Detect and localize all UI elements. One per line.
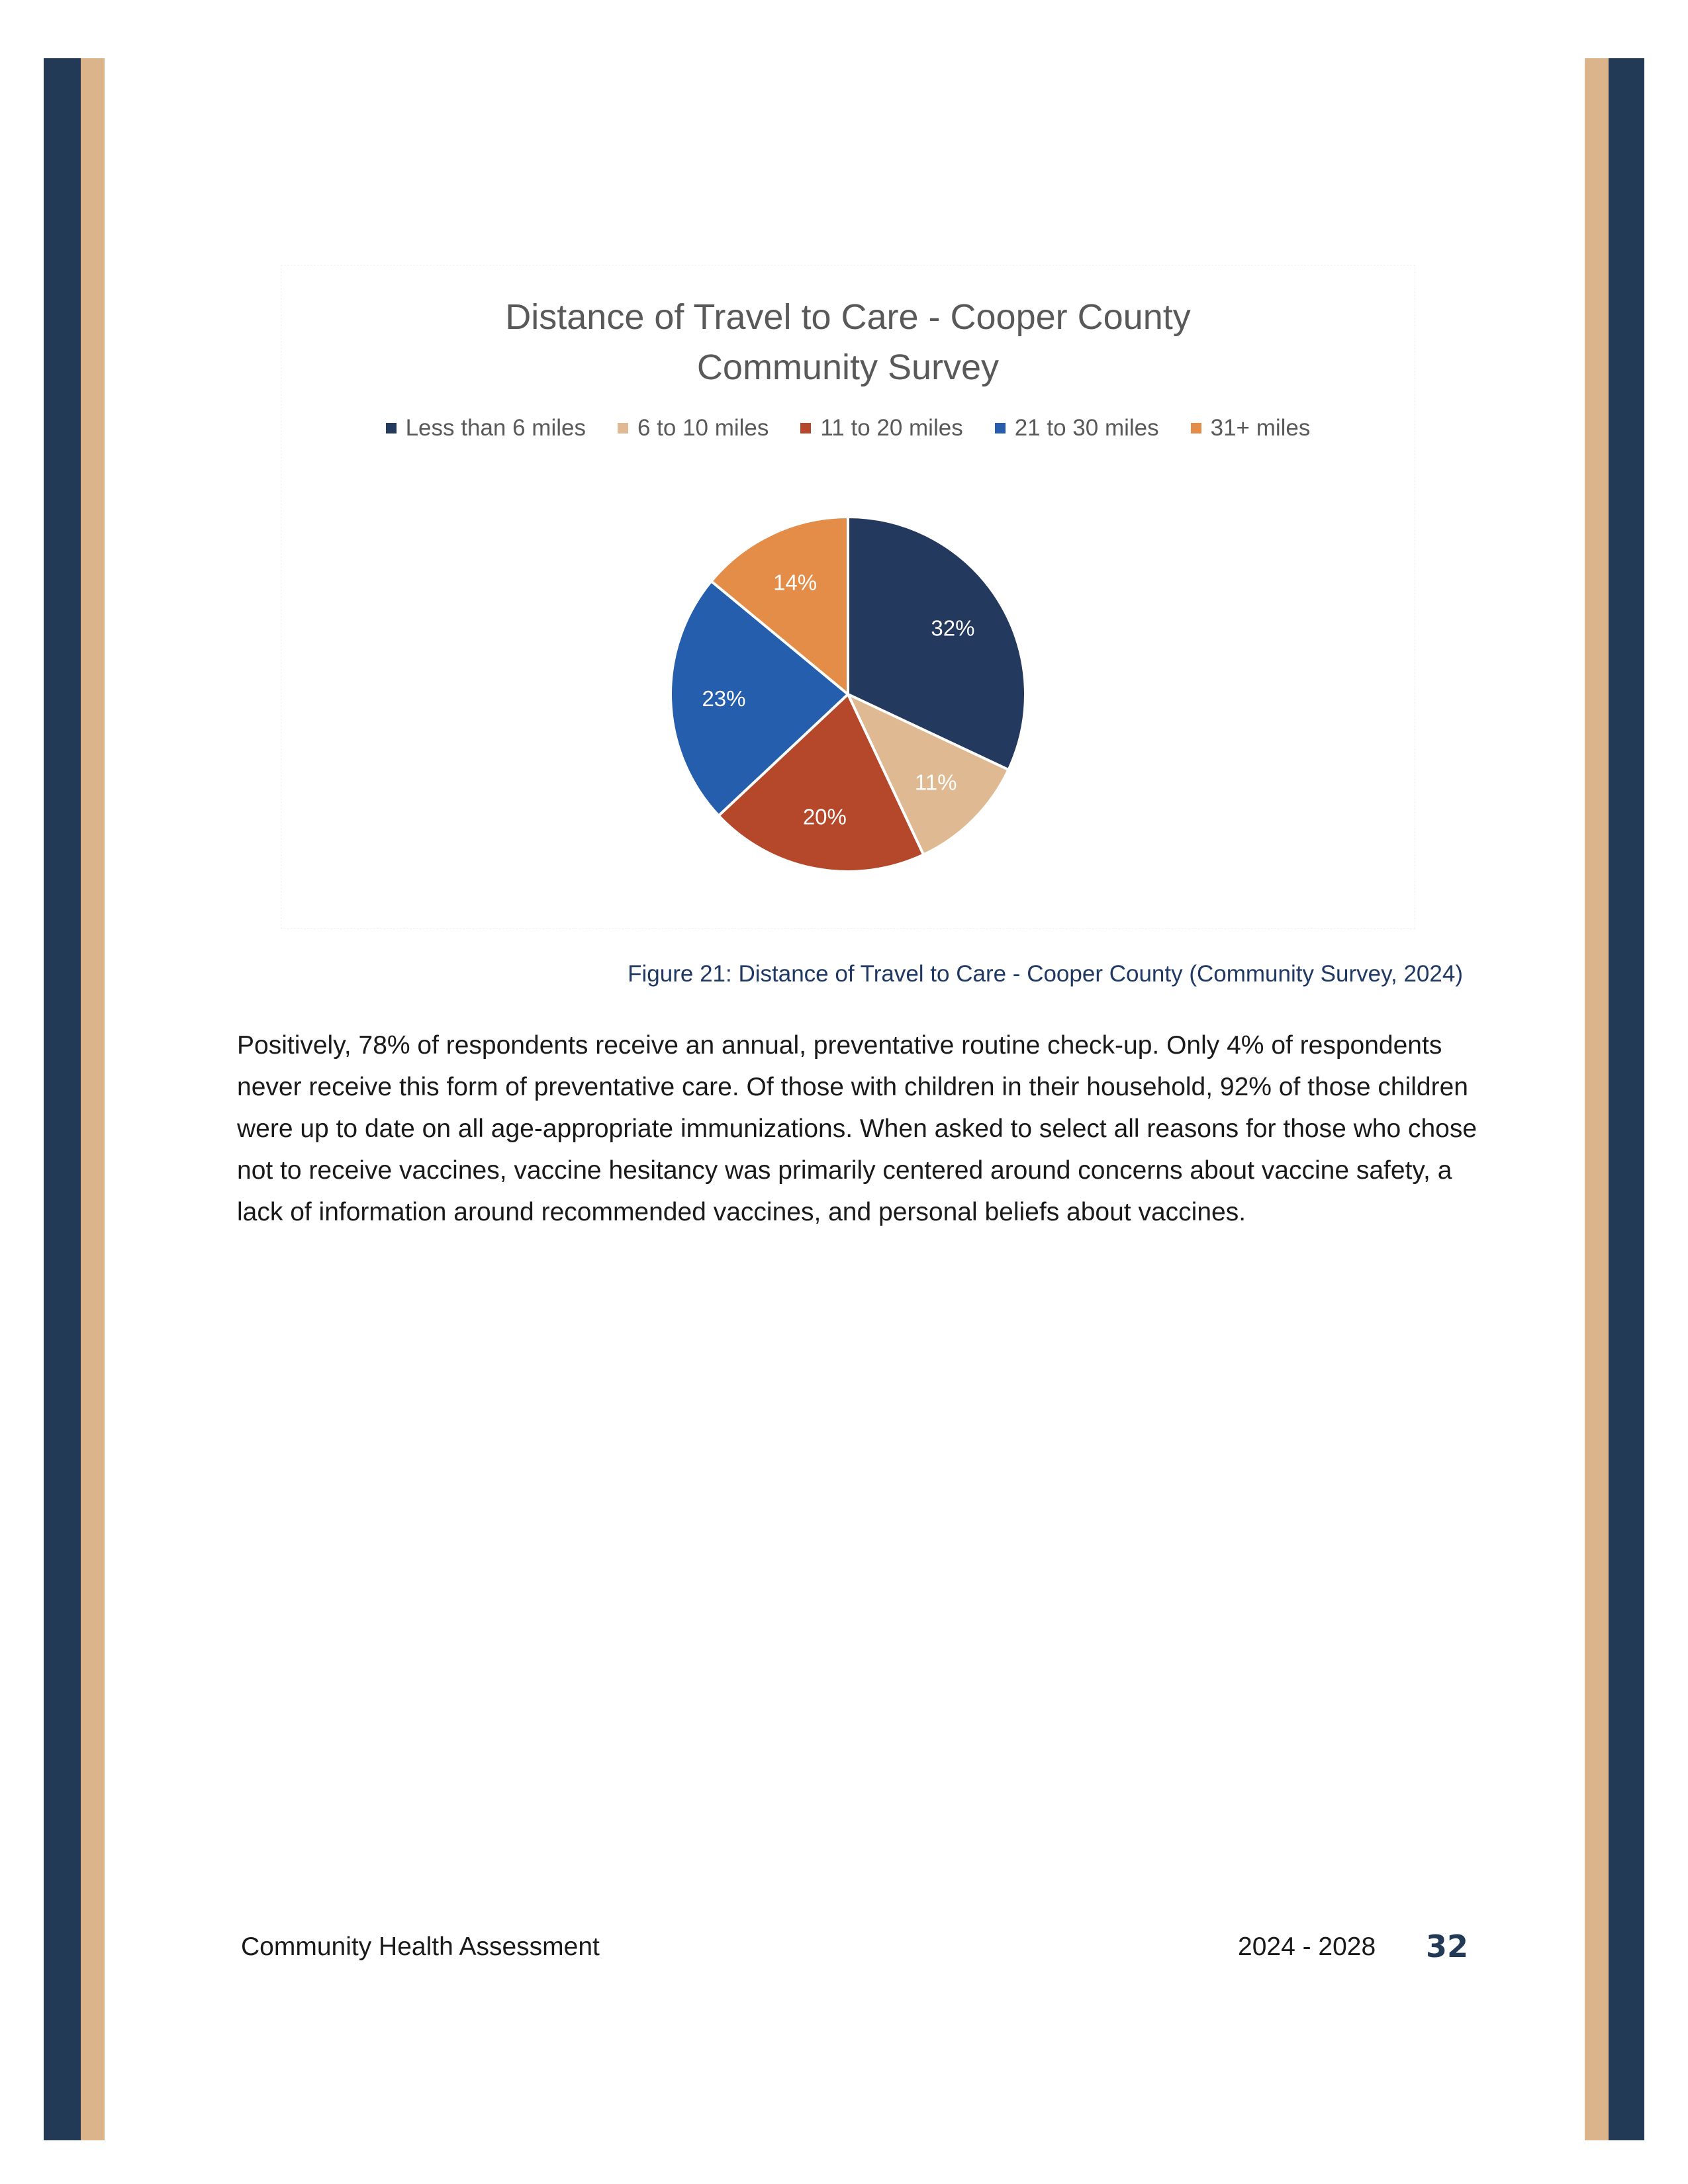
legend-label: 11 to 20 miles — [820, 415, 963, 441]
body-paragraph: Positively, 78% of respondents receive an annual, preventative routine check-up. Only 4% of respondents never receive this form of preventative care. Of those with children in their household, 92% of those children were up to date on all age-appropriate immunizations. When asked to select all reasons for those who chose not to receive vaccines, vaccine hesitancy was primarily centered around concerns about vaccine safety, a lack of information around recommended vaccines, and personal beliefs about vaccines. — [237, 1031, 1477, 1226]
pie-data-label: 14% — [773, 570, 818, 595]
left-tan-stripe — [81, 58, 105, 2140]
pie-data-label: 20% — [802, 804, 847, 829]
right-tan-stripe — [1585, 58, 1609, 2140]
footer-title: Community Health Assessment — [241, 1933, 600, 1961]
chart-title-line2: Community Survey — [696, 347, 1000, 387]
legend-label: 21 to 30 miles — [1014, 415, 1159, 441]
pie-data-label: 32% — [931, 615, 975, 641]
footer-years: 2024 - 2028 — [1238, 1933, 1376, 1961]
chart-title-line1: Distance of Travel to Care - Cooper County — [505, 297, 1191, 337]
legend-label: Less than 6 miles — [405, 415, 586, 441]
pie-chart — [281, 265, 1416, 930]
pie-data-label: 11% — [914, 770, 957, 795]
figure-caption: Figure 21: Distance of Travel to Care - Cooper County (Community Survey, 2024) — [628, 961, 1463, 987]
legend-label: 6 to 10 miles — [637, 415, 769, 441]
left-navy-stripe — [44, 58, 81, 2140]
legend-label: 31+ miles — [1210, 415, 1311, 441]
pie-data-label: 23% — [702, 686, 746, 711]
page-number: 32 — [1426, 1929, 1469, 1964]
chart-frame — [281, 265, 1415, 929]
right-navy-stripe — [1609, 58, 1644, 2140]
